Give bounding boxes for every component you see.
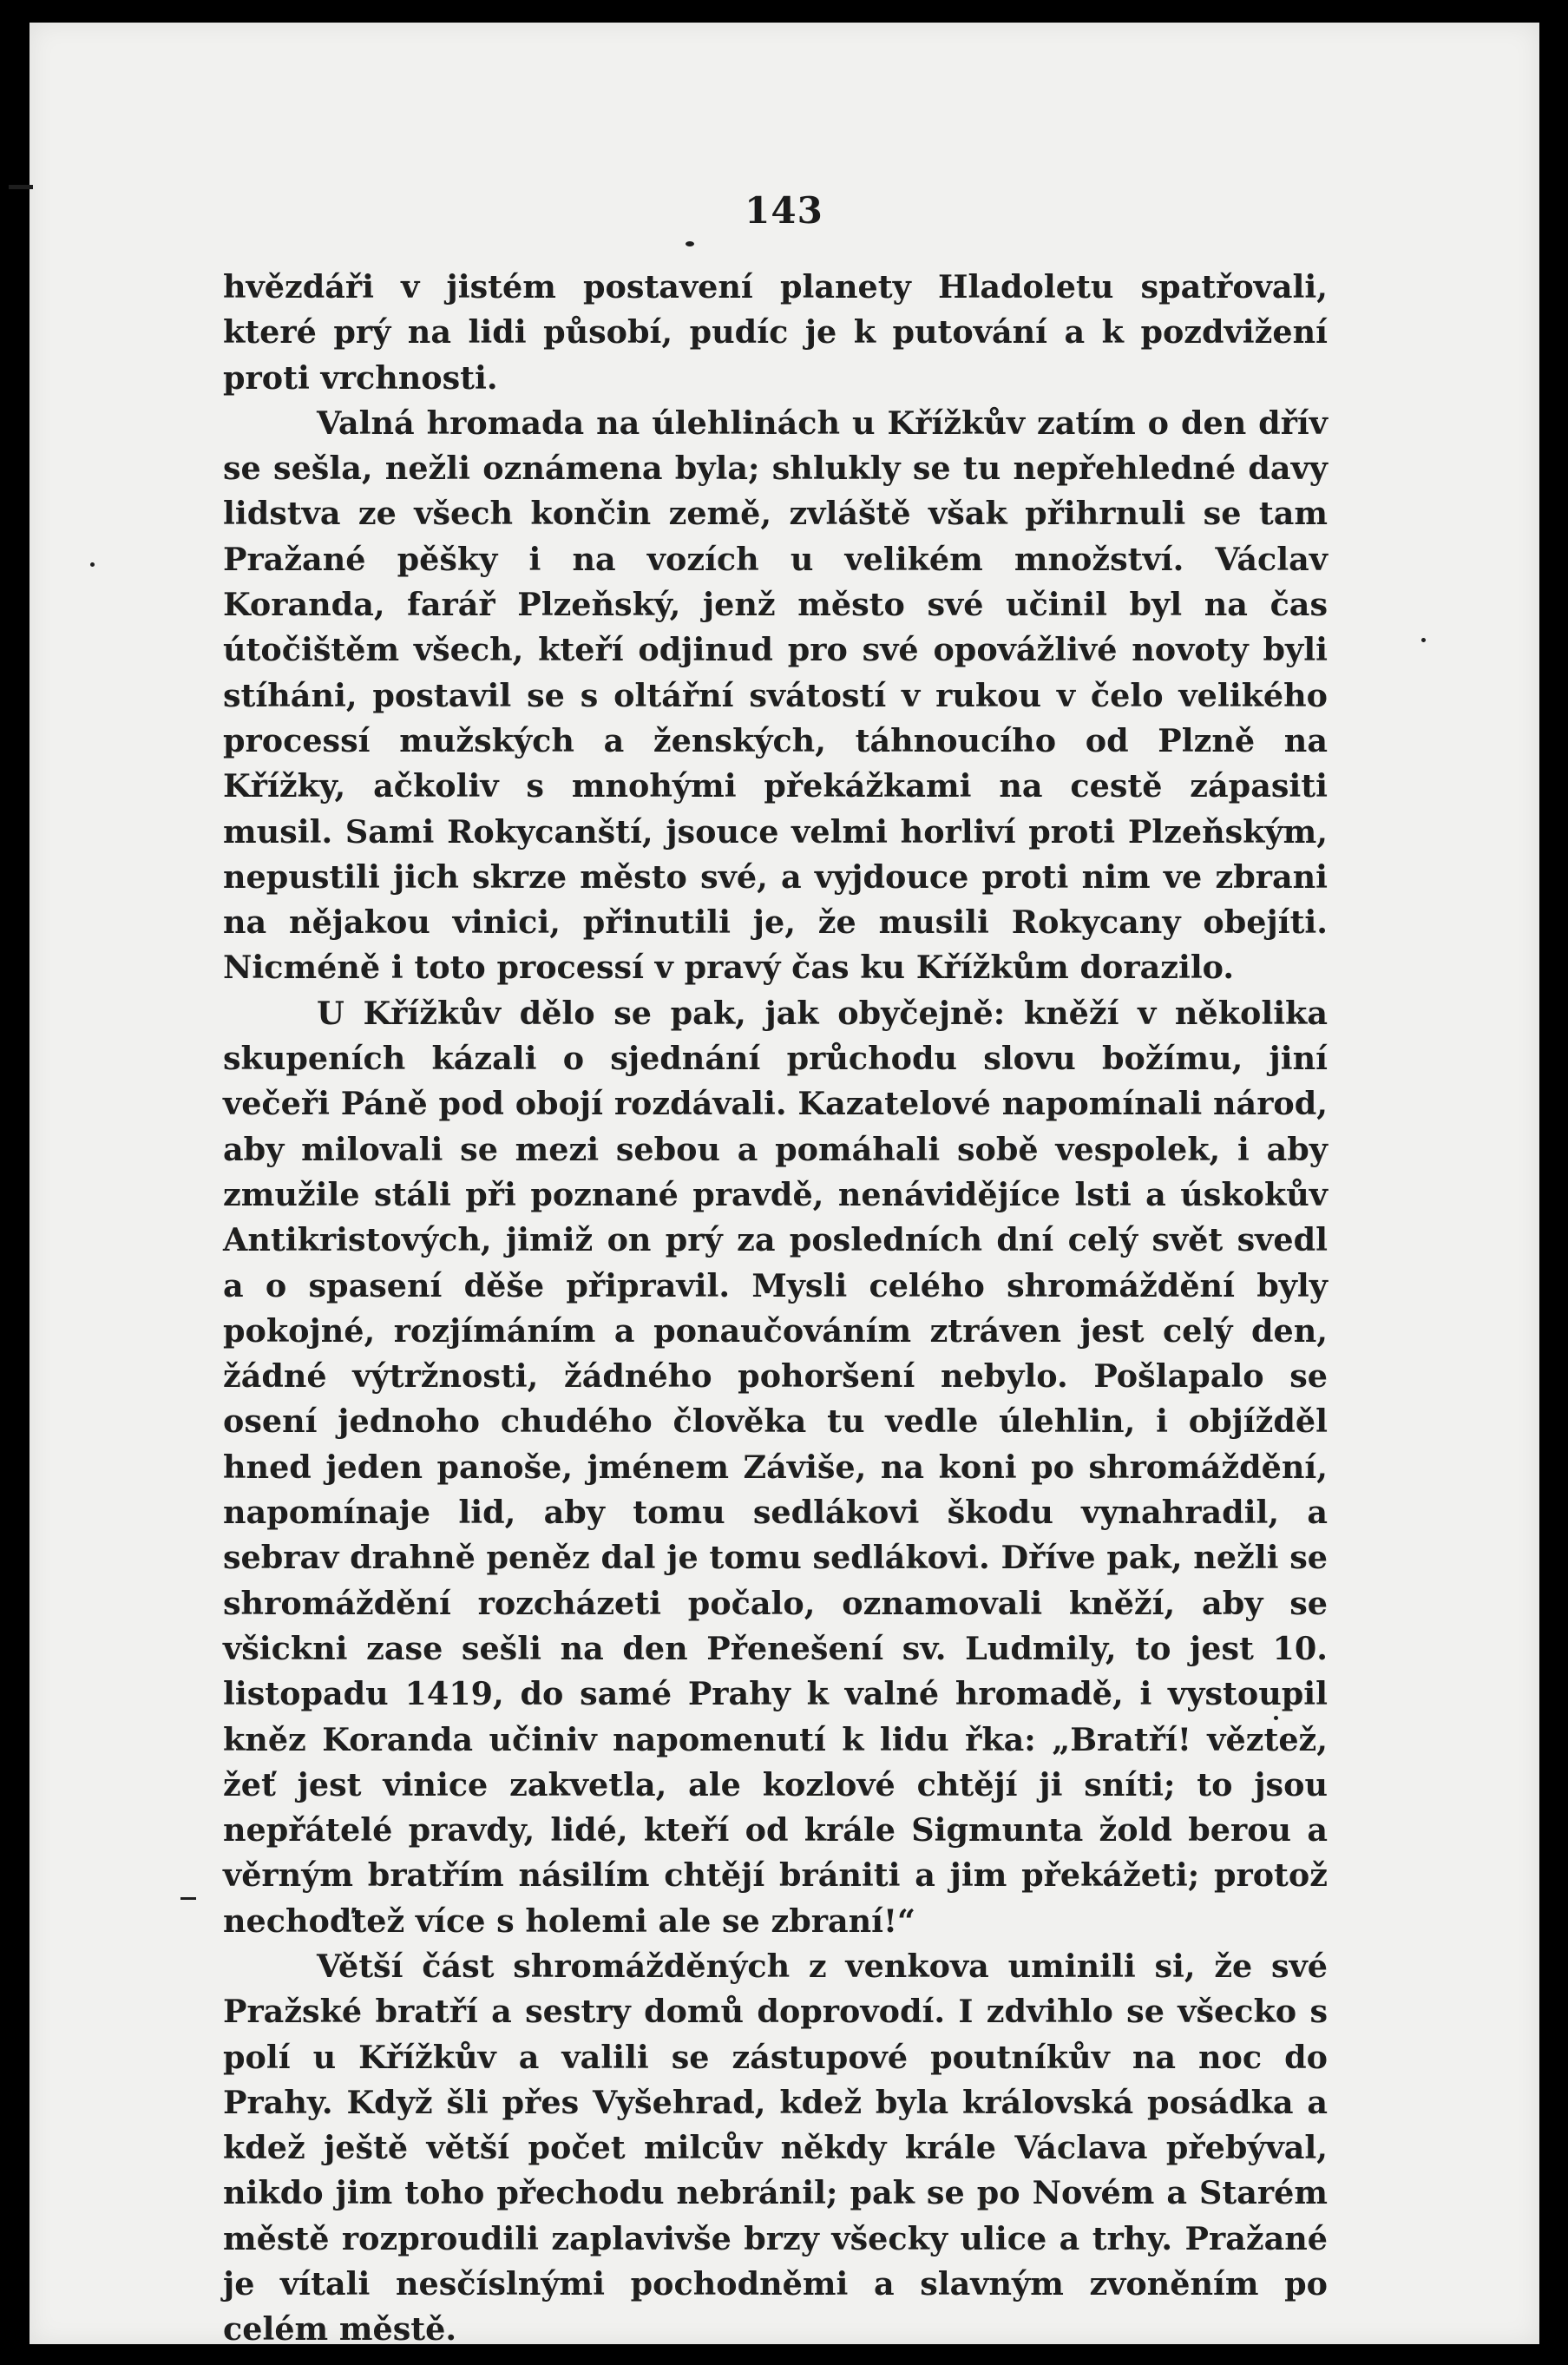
margin-mark (1421, 638, 1426, 642)
paragraph: hvězdáři v jistém postavení planety Hladoletu spatřovali, které prý na lidi působí, pudíc je k putování a k pozdvižení proti vrchnosti. (223, 268, 1328, 397)
margin-mark (180, 1897, 196, 1900)
page-number: 143 (745, 189, 823, 232)
margin-mark (686, 241, 694, 246)
paragraph: U Křížkův dělo se pak, jak obyčejně: kněží v několika skupeních kázali o sjednání průchodu slovu božímu, jiní večeři Páně pod obojí rozdávali. Kazatelové napomínali národ, aby milovali se mezi sebou a pomáhali sobě vespolek, i aby zmužile stáli při poznané pravdě, nenávidějíce lsti a úskokův Antikristových, jimiž on prý za posledních dní celý svět svedl a o spasení děše připravil. Mysli celého shromáždění byly pokojné, rozjímáním a ponaučováním ztráven jest celý den, žádné výtržnosti, žádného pohoršení nebylo. Pošlapalo se osení jednoho chudého člověka tu vedle úlehlin, i objížděl hned jeden panoše, jménem Záviše, na koni po shromáždění, napomínaje lid, aby tomu sedlákovi škodu vynahradil, a sebrav drahně peněz dal je tomu sedlákovi. Dříve pak, nežli se shromáždění rozcházeti počalo, oznamovali kněží, aby se všickni zase sešli na den Přenešení sv. Ludmily, to jest 10. listopadu 1419, do samé Prahy k valné hromadě, i vystoupil kněz Koranda učiniv napomenutí k lidu řka: „Bratří! věztež, žeť jest vinice zakvetla, ale kozlové chtějí ji sníti; to jsou nepřátelé pravdy, lidé, kteří od krále Sigmunta žold berou a věrným bratřím násilím chtějí brániti a jim překážeti; protož nechoďtež více s holemi ale se zbraní!“ (223, 994, 1328, 1940)
body-text (223, 265, 1328, 2353)
paragraph: Větší část shromážděných z venkova uminili si, že své Pražské bratří a sestry domů doprovodí. I zdvihlo se všecko s polí u Křížkův a valili se zástupové poutníkův na noc do Prahy. Když šli přes Vyšehrad, kdež byla královská posádka a kdež ještě větší počet milcův někdy krále Václava přebýval, nikdo jim toho přechodu nebránil; pak se po Novém a Starém městě rozproudili zaplavivše brzy všecky ulice a trhy. Pražané je vítali nesčíslnými pochodněmi a slavným zvoněním po celém městě. (223, 1947, 1328, 2349)
margin-mark (90, 562, 95, 567)
paragraph: Valná hromada na úlehlinách u Křížkův zatím o den dřív se sešla, nežli oznámena byla; shlukly se tu nepřehledné davy lidstva ze všech končin země, zvláště však přihrnuli se tam Pražané pěšky i na vozích u velikém množství. Václav Koranda, farář Plzeňský, jenž město své učinil byl na čas útočištěm všech, kteří odjinud pro své opovážlivé novoty byli stíháni, postavil se s oltářní svátostí v rukou v čelo velikého processí mužských a ženských, táhnoucího od Plzně na Křížky, ačkoliv s mnohými překážkami na cestě zápasiti musil. Sami Rokycanští, jsouce velmi horliví proti Plzeňským, nepustili jich skrze město své, a vyjdouce proti nim ve zbrani na nějakou vinici, přinutili je, že musili Rokycany obejíti. Nicméně i toto processí v pravý čas ku Křížkům dorazilo. (223, 404, 1328, 987)
